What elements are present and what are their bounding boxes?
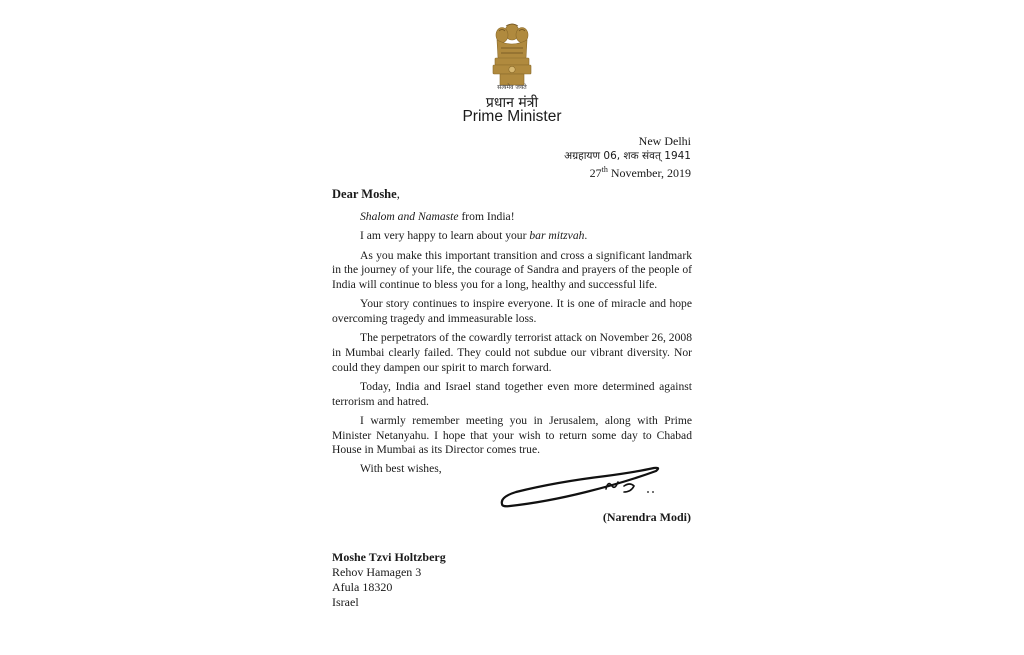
closing: With best wishes,	[360, 462, 442, 476]
paragraph-india-israel: Today, India and Israel stand together even more determined against terrorism and hatred.	[332, 379, 692, 408]
signer-name: (Narendra Modi)	[602, 510, 691, 524]
salutation-punct: ,	[396, 187, 400, 201]
date-block	[564, 134, 691, 181]
paragraph-transition: As you make this important transition and cross a significant landmark in the journey of your life, the courage of Sandra and prayers of the people of India will continue to bless you for a long, healthy and successful life.	[332, 248, 692, 291]
address-line: Israel	[332, 595, 359, 609]
date-suffix: th	[601, 165, 608, 174]
recipient-name: Moshe Tzvi Holtzberg	[332, 550, 446, 564]
city: New Delhi	[638, 134, 691, 148]
salutation	[332, 187, 400, 202]
office-title-hindi: प्रधान मंत्री	[485, 95, 539, 111]
date-day: 27	[589, 166, 602, 180]
paragraph-greeting	[332, 210, 692, 225]
paragraph-bar-mitzvah	[332, 229, 692, 244]
english-date	[564, 163, 691, 181]
bar-mitzvah-end: .	[584, 229, 588, 243]
address-line: Rehov Hamagen 3	[332, 565, 422, 579]
paragraph-story: Your story continues to inspire everyone. It is one of miracle and hope overcoming tragedy and immeasurable loss.	[332, 297, 692, 325]
letter-body	[332, 210, 692, 482]
hindi-date: अग्रहायण 06, शक संवत् 1941	[564, 149, 691, 162]
bar-mitzvah-start: I am very happy to learn about your	[360, 229, 530, 243]
office-title-english: Prime Minister	[462, 108, 562, 125]
salutation-greeting: Dear Moshe	[332, 187, 397, 201]
paragraph-attack: The perpetrators of the cowardly terrorist attack on November 26, 2008 in Mumbai clearly failed. They could not subdue our vibrant diversity. Nor could they dampen our spirit to march forward.	[332, 331, 692, 374]
address-line: Afula 18320	[332, 580, 393, 594]
bar-mitzvah-italic: bar mitzvah	[529, 229, 585, 243]
greeting-rest: from India!	[458, 210, 515, 223]
emblem-motto: सत्यमेव जयते	[497, 84, 527, 91]
paragraph-jerusalem: I warmly remember meeting you in Jerusalem, along with Prime Minister Netanyahu. I hope that your wish to return some day to Chabad House in Mumbai as its Director comes true.	[332, 413, 692, 457]
greeting-italic: Shalom and Namaste	[360, 210, 459, 223]
signature-image	[496, 462, 662, 512]
date-month-year: November, 2019	[607, 166, 691, 180]
recipient-address	[332, 550, 446, 610]
state-emblem-icon	[489, 18, 535, 88]
